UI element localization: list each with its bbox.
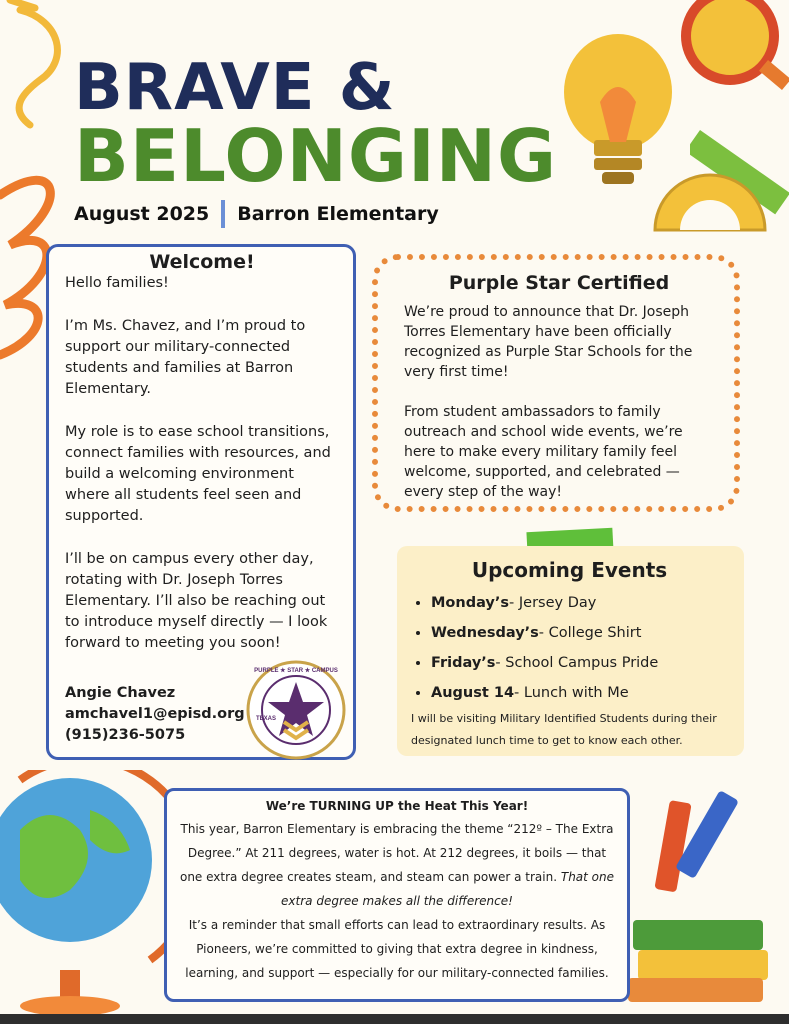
crayons-icon bbox=[650, 780, 760, 900]
turning-up-heat-box bbox=[164, 788, 630, 1002]
welcome-paragraph-2: My role is to ease school transitions, connect families with resources, and build a welcoming environment where all students feel seen and supported. bbox=[65, 424, 331, 524]
contact-phone: (915)236-5075 bbox=[65, 727, 186, 743]
subtitle bbox=[74, 200, 439, 228]
books-icon bbox=[628, 910, 778, 1010]
title-line-2: BELONGING bbox=[74, 114, 558, 198]
seal-left-text: TEXAS bbox=[256, 716, 277, 722]
bottom-bar bbox=[0, 1014, 789, 1024]
school-name: Barron Elementary bbox=[237, 203, 439, 225]
list-item: • Wednesday’s- College Shirt bbox=[431, 618, 728, 648]
signature bbox=[65, 683, 245, 746]
heat-heading: We’re TURNING UP the Heat This Year! bbox=[265, 799, 529, 813]
list-item: • Monday’s- Jersey Day bbox=[431, 588, 728, 618]
contact-name: Angie Chavez bbox=[65, 685, 176, 701]
purple-star-paragraph-1: We’re proud to announce that Dr. Joseph Torres Elementary have been officially recognized as Purple Star Schools for the very first time! bbox=[404, 304, 693, 380]
list-item: • August 14- Lunch with Me bbox=[431, 678, 728, 708]
purple-star-paragraph-2: From student ambassadors to family outreach and school wide events, we’re here to make every military family feel welcome, supported, and celebrated — every step of the way! bbox=[404, 404, 683, 500]
divider bbox=[221, 200, 225, 228]
events-list bbox=[411, 588, 728, 708]
globe-icon bbox=[0, 770, 170, 1020]
seal-top-text: PURPLE ★ STAR ★ CAMPUS bbox=[254, 668, 338, 674]
newsletter-date: August 2025 bbox=[74, 203, 210, 225]
protractor-icon bbox=[650, 160, 770, 240]
heat-paragraph-1: This year, Barron Elementary is embracing the theme “212º – The Extra Degree.” At 211 degrees, water is hot. At 212 degrees, it boils — that one extra degree creates steam, and steam can power a train. That one extra degree makes all the difference! bbox=[179, 822, 614, 908]
heat-paragraph-2: It’s a reminder that small efforts can lead to extraordinary results. As Pioneers, we’re committed to giving that extra degree in kindness, learning, and support — especially for our military-connected families. bbox=[185, 918, 609, 980]
upcoming-events-box bbox=[397, 546, 744, 756]
events-heading: Upcoming Events bbox=[471, 558, 668, 582]
welcome-paragraph-3: I’ll be on campus every other day, rotating with Dr. Joseph Torres Elementary. I’ll also be reaching out to introduce myself directly — I look forward to meeting you soon! bbox=[65, 551, 328, 651]
events-note: I will be visiting Military Identified Students during their designated lunch time to get to know each other. bbox=[411, 712, 717, 747]
contact-email[interactable]: amchavel1@episd.org bbox=[65, 706, 245, 722]
heat-italic: That one extra degree makes all the difference! bbox=[281, 870, 614, 908]
welcome-heading: Welcome! bbox=[149, 251, 255, 273]
magnifying-glass-icon bbox=[680, 0, 789, 100]
welcome-paragraph-1: I’m Ms. Chavez, and I’m proud to support our military-connected students and families at Barron Elementary. bbox=[65, 318, 306, 397]
welcome-greeting: Hello families! bbox=[65, 275, 169, 291]
purple-star-heading: Purple Star Certified bbox=[448, 272, 670, 294]
purple-star-box bbox=[372, 254, 740, 512]
purple-star-seal-icon bbox=[246, 660, 346, 760]
list-item: • Friday’s- School Campus Pride bbox=[431, 648, 728, 678]
title-line-1: BRAVE & bbox=[74, 51, 396, 125]
